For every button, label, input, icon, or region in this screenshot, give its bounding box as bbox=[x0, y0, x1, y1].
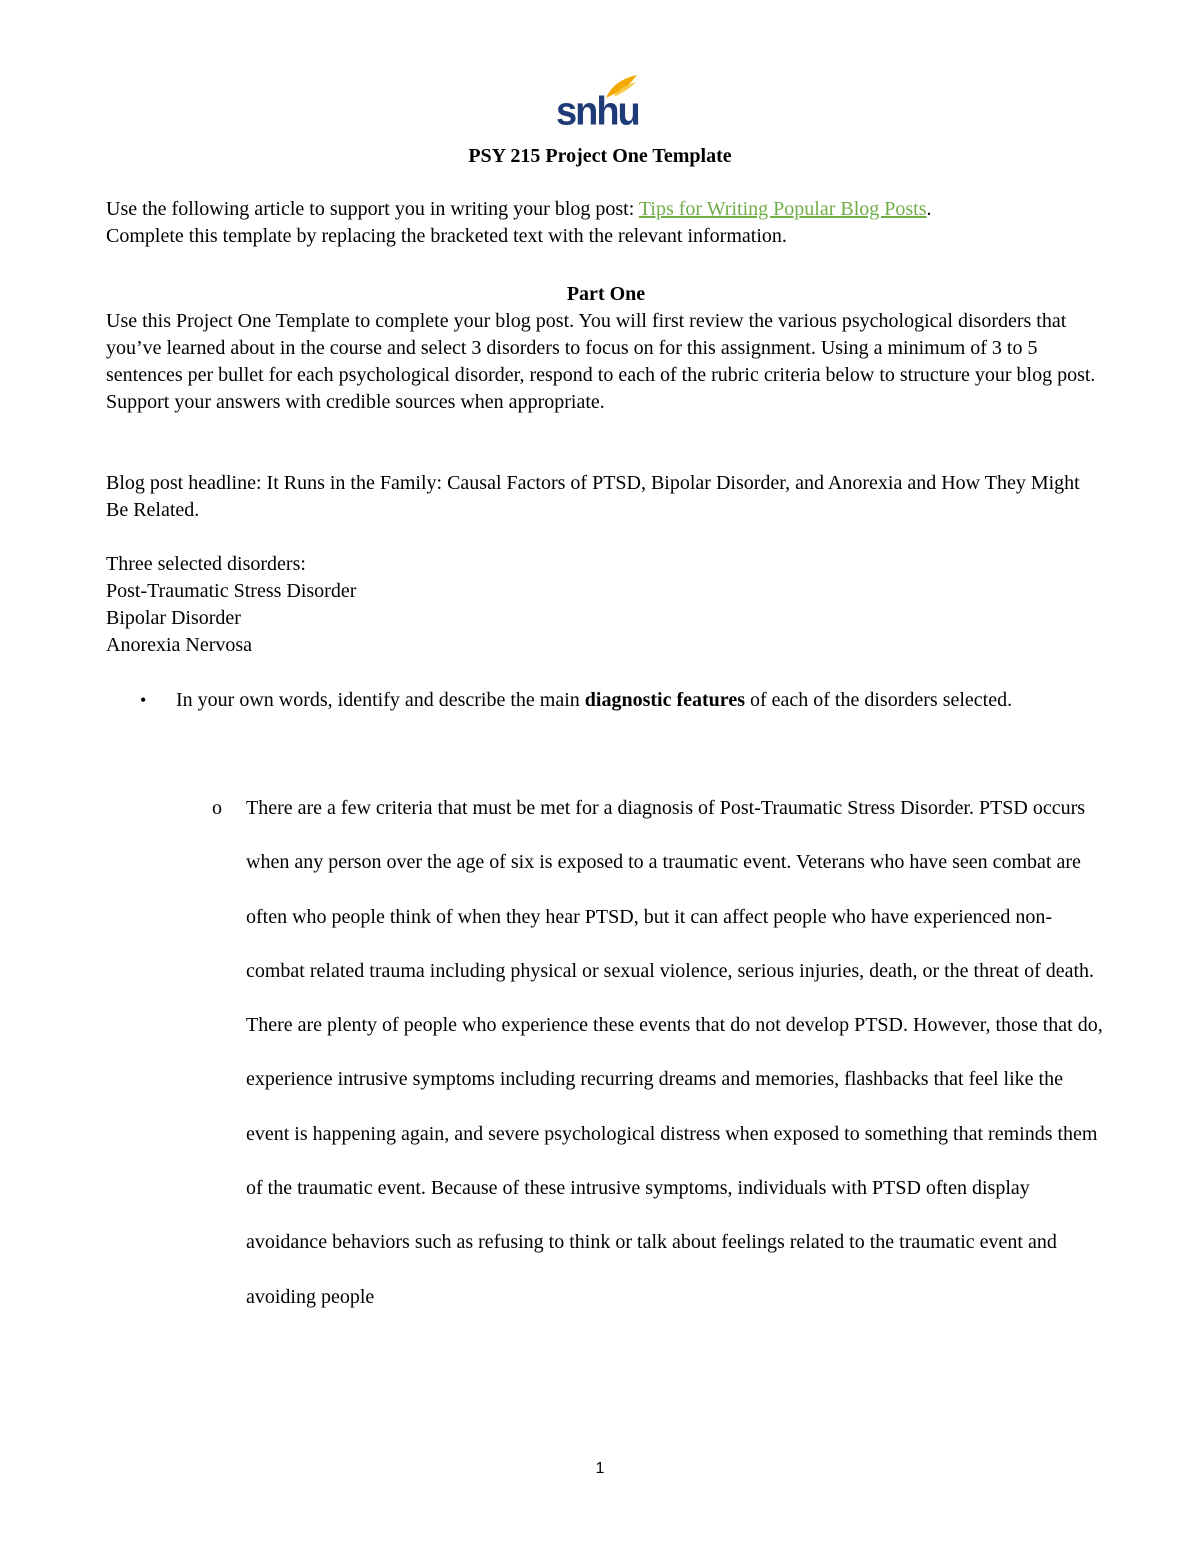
blog-headline bbox=[106, 470, 1106, 524]
part-one-block bbox=[106, 281, 1106, 416]
page-number: 1 bbox=[595, 1460, 605, 1477]
logo-text: snhu bbox=[556, 89, 639, 135]
sub-bullet-marker: o bbox=[212, 797, 222, 819]
intro-text: Use the following article to support you in writing your blog post: bbox=[106, 198, 639, 220]
intro-block bbox=[106, 196, 1106, 250]
selected-disorders bbox=[106, 551, 1106, 659]
page-title: PSY 215 Project One Template bbox=[468, 145, 732, 167]
bullet-marker: • bbox=[140, 690, 147, 710]
ptsd-sub-bullet: There are a few criteria that must be met for a diagnosis of Post-Traumatic Stress Disorder. PTSD occurs when any person over the age of six is exposed to a traumatic event. Veterans who have seen combat are often who people think of when they hear PTSD, but it can affect people who have experienced non-combat related trauma including physical or sexual violence, serious injuries, death, or the threat of death. There are plenty of people who experience these events that do not develop PTSD. However, those that do, experience intrusive symptoms including recurring dreams and memories, flashbacks that feel like the event is happening again, and severe psychological distress when exposed to something that reminds them of the traumatic event. Because of these intrusive symptoms, individuals with PTSD often display avoidance behaviors such as refusing to think or talk about feelings related to the traumatic event and avoiding people bbox=[246, 797, 1103, 1308]
part-one-heading: Part One bbox=[566, 283, 646, 305]
intro-line-2: Complete this template by replacing the bracketed text with the relevant information. bbox=[106, 225, 787, 247]
part-one-body: Use this Project One Template to complete your blog post. You will first review the various psychological disorders that you’ve learned about in the course and select 3 disorders to focus on for this assignment. Using a minimum of 3 to 5 sentences per bullet for each psychological disorder, respond to each of the rubric criteria below to structure your blog post. Support your answers with credible sources when appropriate. bbox=[106, 310, 1096, 413]
bullet-suffix: of each of the disorders selected. bbox=[744, 689, 1013, 711]
disorders-label: Three selected disorders: bbox=[106, 553, 306, 575]
diagnostic-features-bullet bbox=[176, 673, 1106, 727]
intro-period: . bbox=[926, 198, 932, 220]
disorder-item: Anorexia Nervosa bbox=[106, 634, 253, 656]
snhu-logo bbox=[556, 74, 639, 135]
intro-line-1 bbox=[106, 196, 1106, 223]
disorder-item: Bipolar Disorder bbox=[106, 607, 241, 629]
disorder-item: Post-Traumatic Stress Disorder bbox=[106, 580, 357, 602]
article-link[interactable]: Tips for Writing Popular Blog Posts bbox=[638, 198, 927, 220]
bullet-bold: diagnostic features bbox=[584, 689, 745, 711]
headline-text: Blog post headline: It Runs in the Family: Causal Factors of PTSD, Bipolar Disorder, and Anorexia and How They Might Be Related. bbox=[106, 472, 1080, 521]
bullet-prefix: In your own words, identify and describe the main bbox=[176, 689, 585, 711]
